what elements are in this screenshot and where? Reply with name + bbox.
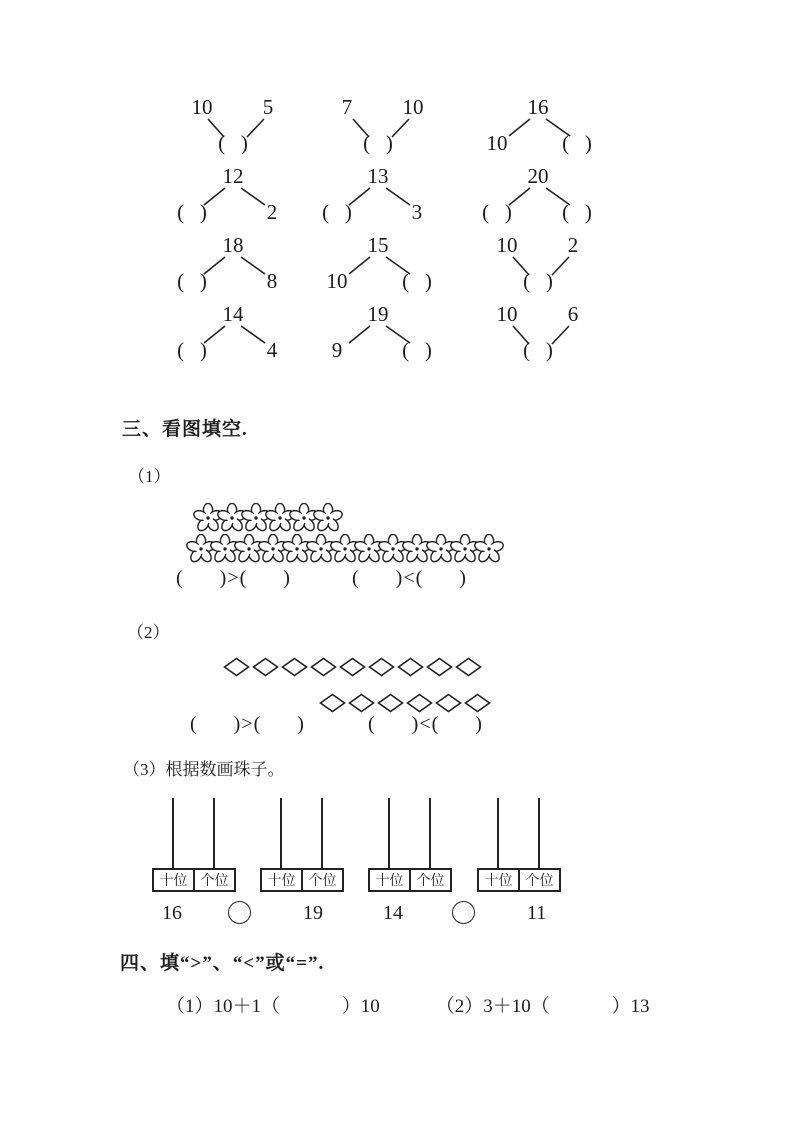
bond-part-left: ( ): [177, 338, 207, 362]
abacus-rod-tens: [497, 798, 499, 868]
diamond-icon: [309, 657, 338, 677]
diamond-icon: [405, 693, 434, 713]
comparison-circle: [452, 901, 475, 924]
bond-addend-left: 10: [496, 233, 518, 257]
number-bond-split: [168, 234, 298, 292]
number-bond-combine: [473, 234, 603, 292]
diamond-icon: [463, 693, 492, 713]
bond-part-left: ( ): [177, 269, 207, 293]
abacus-rod-ones: [321, 798, 323, 868]
stand-number: 19: [303, 902, 323, 924]
bond-addend-right: 6: [567, 302, 579, 326]
diamond-icon: [376, 693, 405, 713]
bond-result-blank: ( ): [523, 269, 553, 293]
section-4-heading: 四、填“>”、“<”或“=”.: [120, 953, 325, 974]
bond-part-left: 9: [331, 338, 343, 362]
tens-place-label: 十位: [370, 870, 411, 890]
abacus-rod-tens: [280, 798, 282, 868]
number-bond-combine: [168, 96, 298, 154]
bond-part-right: ( ): [402, 338, 432, 362]
bond-total: 12: [222, 164, 244, 188]
ones-place-label: 个位: [308, 874, 337, 889]
bond-part-left: 10: [486, 131, 508, 155]
diamonds-compare-less: ( )<( ): [368, 713, 483, 735]
bond-total: 13: [367, 164, 389, 188]
place-value-box: [368, 868, 452, 892]
tens-place-label: 十位: [154, 870, 195, 890]
bond-total: 20: [527, 164, 549, 188]
bond-part-left: ( ): [322, 200, 352, 224]
diamond-row-top: [222, 657, 483, 677]
place-value-stand: [368, 798, 452, 892]
number-bonds-grid: [158, 96, 628, 372]
place-value-box: [477, 868, 561, 892]
diamond-icon: [251, 657, 280, 677]
bond-addend-right: 2: [567, 233, 579, 257]
diamond-icon: [338, 657, 367, 677]
bond-part-left: ( ): [482, 200, 512, 224]
place-value-box: [152, 868, 236, 892]
bond-part-left: 10: [326, 269, 348, 293]
place-value-stand: [260, 798, 344, 892]
item-3-label: （3）根据数画珠子。: [123, 760, 285, 779]
flowers-compare-less: ( )<( ): [352, 567, 467, 589]
section-4-items: [166, 991, 650, 1018]
bond-addend-right: 10: [402, 95, 424, 119]
diamond-icon: [280, 657, 309, 677]
bond-part-right: ( ): [562, 200, 592, 224]
bond-addend-left: 7: [341, 95, 353, 119]
diamond-icon: [434, 693, 463, 713]
diamond-icon: [347, 693, 376, 713]
bond-addend-right: 5: [262, 95, 274, 119]
diamond-icon: [367, 657, 396, 677]
place-value-box: [260, 868, 344, 892]
bond-result-blank: ( ): [218, 131, 248, 155]
compare-exercise-1: （1）10＋1（ ）10: [166, 996, 380, 1017]
number-bond-split: [313, 303, 443, 361]
stand-number: 11: [527, 902, 547, 924]
place-value-stands-row: [152, 798, 592, 933]
bond-part-right: ( ): [402, 269, 432, 293]
bond-total: 18: [222, 233, 244, 257]
flower-icon: [474, 534, 504, 565]
bond-total: 16: [527, 95, 549, 119]
stand-number: 16: [162, 902, 182, 924]
flower-row-top: [193, 503, 337, 534]
abacus-rod-tens: [388, 798, 390, 868]
flowers-compare-greater: ( )>( ): [176, 567, 291, 589]
flower-row-bottom: [186, 534, 498, 565]
diamond-row-bottom: [318, 693, 492, 713]
place-value-stand: [152, 798, 236, 892]
bond-result-blank: ( ): [523, 338, 553, 362]
comparison-circle: [228, 901, 251, 924]
number-bond-split: [313, 234, 443, 292]
bond-total: 14: [222, 302, 244, 326]
abacus-rod-ones: [538, 798, 540, 868]
compare-exercise-2: （2）3＋10（ ）13: [435, 996, 650, 1017]
number-bond-split: [168, 303, 298, 361]
number-bond-split: [473, 96, 603, 154]
number-bond-split: [473, 165, 603, 223]
abacus-rod-ones: [213, 798, 215, 868]
tens-place-label: 十位: [479, 870, 520, 890]
bond-part-right: 8: [266, 269, 278, 293]
item-2-label: （2）: [127, 623, 170, 642]
abacus-rod-tens: [172, 798, 174, 868]
number-bond-combine: [313, 96, 443, 154]
ones-place-label: 个位: [200, 874, 229, 889]
bond-result-blank: ( ): [363, 131, 393, 155]
flower-icon: [313, 503, 343, 534]
ones-place-label: 个位: [525, 874, 554, 889]
tens-place-label: 十位: [262, 870, 303, 890]
number-bond-split: [168, 165, 298, 223]
bond-part-right: 3: [411, 200, 423, 224]
bond-part-right: 2: [266, 200, 278, 224]
diamond-icon: [396, 657, 425, 677]
ones-place-label: 个位: [416, 874, 445, 889]
item-1-label: （1）: [128, 467, 171, 486]
diamonds-compare-greater: ( )>( ): [190, 713, 305, 735]
bond-total: 19: [367, 302, 389, 326]
bond-total: 15: [367, 233, 389, 257]
bond-part-left: ( ): [177, 200, 207, 224]
stand-number: 14: [383, 902, 403, 924]
diamond-icon: [454, 657, 483, 677]
diamond-icon: [318, 693, 347, 713]
section-3-heading: 三、看图填空.: [122, 419, 248, 440]
place-value-stand: [477, 798, 561, 892]
bond-addend-left: 10: [191, 95, 213, 119]
bond-part-right: ( ): [562, 131, 592, 155]
bond-addend-left: 10: [496, 302, 518, 326]
number-bond-split: [313, 165, 443, 223]
abacus-rod-ones: [429, 798, 431, 868]
diamond-icon: [425, 657, 454, 677]
bond-part-right: 4: [266, 338, 278, 362]
number-bond-combine: [473, 303, 603, 361]
diamond-icon: [222, 657, 251, 677]
